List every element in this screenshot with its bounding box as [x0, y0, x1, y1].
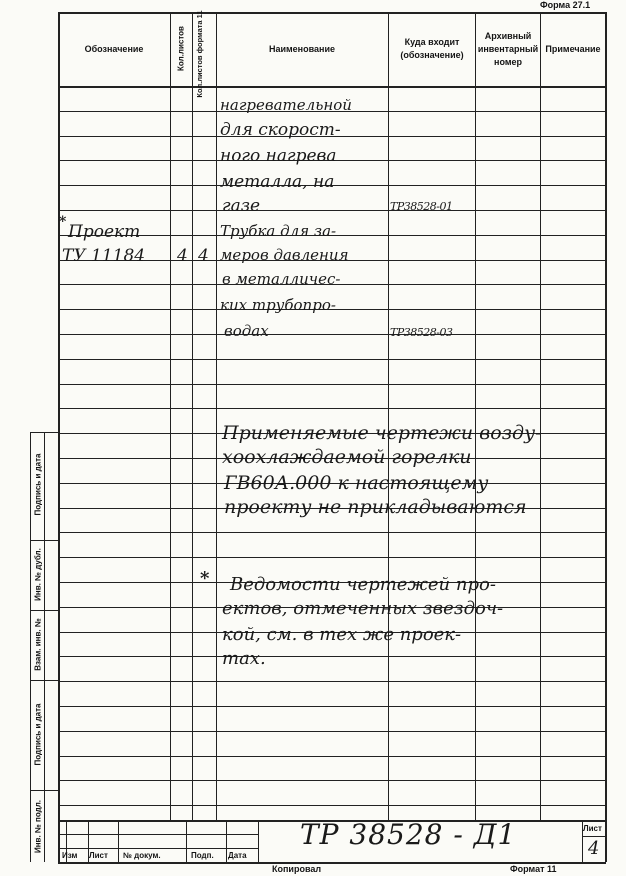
stamp-code: ТР 38528 - Д1: [300, 818, 517, 851]
table-row-rule: [58, 805, 606, 806]
name-line-1: нагревательной: [220, 96, 352, 114]
margin-podp-data-2: Подпись и дата: [33, 703, 43, 766]
col-line-2: [192, 12, 193, 820]
footnote-asterisk: *: [200, 568, 210, 589]
stamp-doc-no: № докум.: [123, 851, 161, 860]
where-used-2: ТР38528-03: [390, 326, 453, 339]
margin-inv-dubl: Инв. № дубл.: [33, 548, 43, 601]
name-line-10: водах: [224, 322, 269, 340]
table-row-rule: [58, 780, 606, 781]
header-name: Наименование: [268, 43, 336, 54]
margin-div-2: [30, 610, 58, 611]
header-note: Примечание: [545, 43, 601, 54]
table-row-rule: [58, 681, 606, 682]
stamp-data: Дата: [228, 851, 247, 860]
project-ref: ТУ 11184: [62, 246, 146, 266]
margin-div-1: [30, 540, 58, 541]
footnote-line-3: кой, см. в тех же проек-: [222, 624, 462, 645]
col-line-4: [388, 12, 389, 820]
col-line-5: [475, 12, 476, 820]
margin-inv-podl: Инв. № подл.: [33, 799, 43, 854]
header-designation: Обозначение: [84, 43, 144, 54]
name-line-5: газе: [222, 196, 261, 216]
col-line-1: [170, 12, 171, 820]
name-line-3: ного нагрева: [220, 146, 337, 166]
stamp-podp: Подп.: [191, 851, 214, 860]
col-line-3: [216, 12, 217, 820]
notice-line-3: ГВ60А.000 к настоящему: [224, 472, 489, 494]
margin-strip-inner: [44, 432, 45, 862]
stamp-izm: Изм: [62, 851, 78, 860]
margin-strip-outer: [30, 432, 31, 862]
name-line-4: металла, на: [220, 172, 335, 192]
stamp-sheet-div: [582, 836, 606, 837]
stamp-v5: [226, 820, 227, 862]
notice-line-4: проекту не прикладываются: [224, 496, 527, 518]
table-row-rule: [58, 384, 606, 385]
name-line-9: ких трубопро-: [220, 296, 336, 314]
name-line-6: Трубка для за-: [220, 222, 337, 240]
footnote-line-1: Ведомости чертежей про-: [230, 574, 496, 595]
stamp-v4: [186, 820, 187, 862]
margin-podp-data-1: Подпись и дата: [33, 453, 43, 516]
name-line-2: для скорост-: [220, 120, 341, 140]
table-row-rule: [58, 656, 606, 657]
name-line-8: в металличес-: [222, 270, 341, 288]
stamp-sheet-no: 4: [588, 838, 600, 859]
stamp-sheet-label: Лист: [583, 824, 602, 833]
table-row-rule: [58, 210, 606, 211]
project-asterisk: *: [59, 214, 67, 230]
header-sheet-count-format: Кол.листов формата 11: [195, 10, 204, 98]
table-row-rule: [58, 756, 606, 757]
margin-vzam-inv: Взам. инв. №: [33, 618, 43, 671]
col-line-6: [540, 12, 541, 820]
table-row-rule: [58, 359, 606, 360]
sheet-count-b: 4: [198, 246, 209, 266]
header-sheet-count: Кол.листов: [176, 26, 186, 71]
form-label: Форма 27.1: [540, 0, 591, 10]
where-used-1: ТР38528-01: [390, 200, 453, 213]
footnote-line-2: ектов, отмеченных звездоч-: [222, 598, 504, 619]
frame-left: [58, 12, 60, 862]
frame-right: [605, 12, 607, 862]
header-archive-no: Архивный инвентарный номер: [477, 30, 539, 67]
stamp-v3: [118, 820, 119, 862]
sheet-count-a: 4: [177, 246, 188, 266]
name-line-7: меров давления: [220, 246, 349, 264]
project-label: Проект: [68, 222, 141, 242]
footer-format: Формат 11: [510, 864, 557, 874]
stamp-list: Лист: [89, 851, 108, 860]
table-row-rule: [58, 532, 606, 533]
table-row-rule: [58, 706, 606, 707]
footnote-line-4: тах.: [222, 648, 266, 669]
notice-line-2: хоохлаждаемой горелки: [222, 446, 472, 468]
margin-div-3: [30, 680, 58, 681]
table-row-rule: [58, 557, 606, 558]
footer-copied: Копировал: [272, 864, 322, 874]
header-rule: [58, 86, 606, 88]
notice-line-1: Применяемые чертежи возду-: [222, 422, 542, 444]
margin-strip-top: [30, 432, 58, 433]
table-row-rule: [58, 731, 606, 732]
table-row-rule: [58, 334, 606, 335]
stamp-v6: [258, 820, 259, 862]
table-row-rule: [58, 408, 606, 409]
header-where-used: Куда входит (обозначение): [400, 37, 464, 60]
